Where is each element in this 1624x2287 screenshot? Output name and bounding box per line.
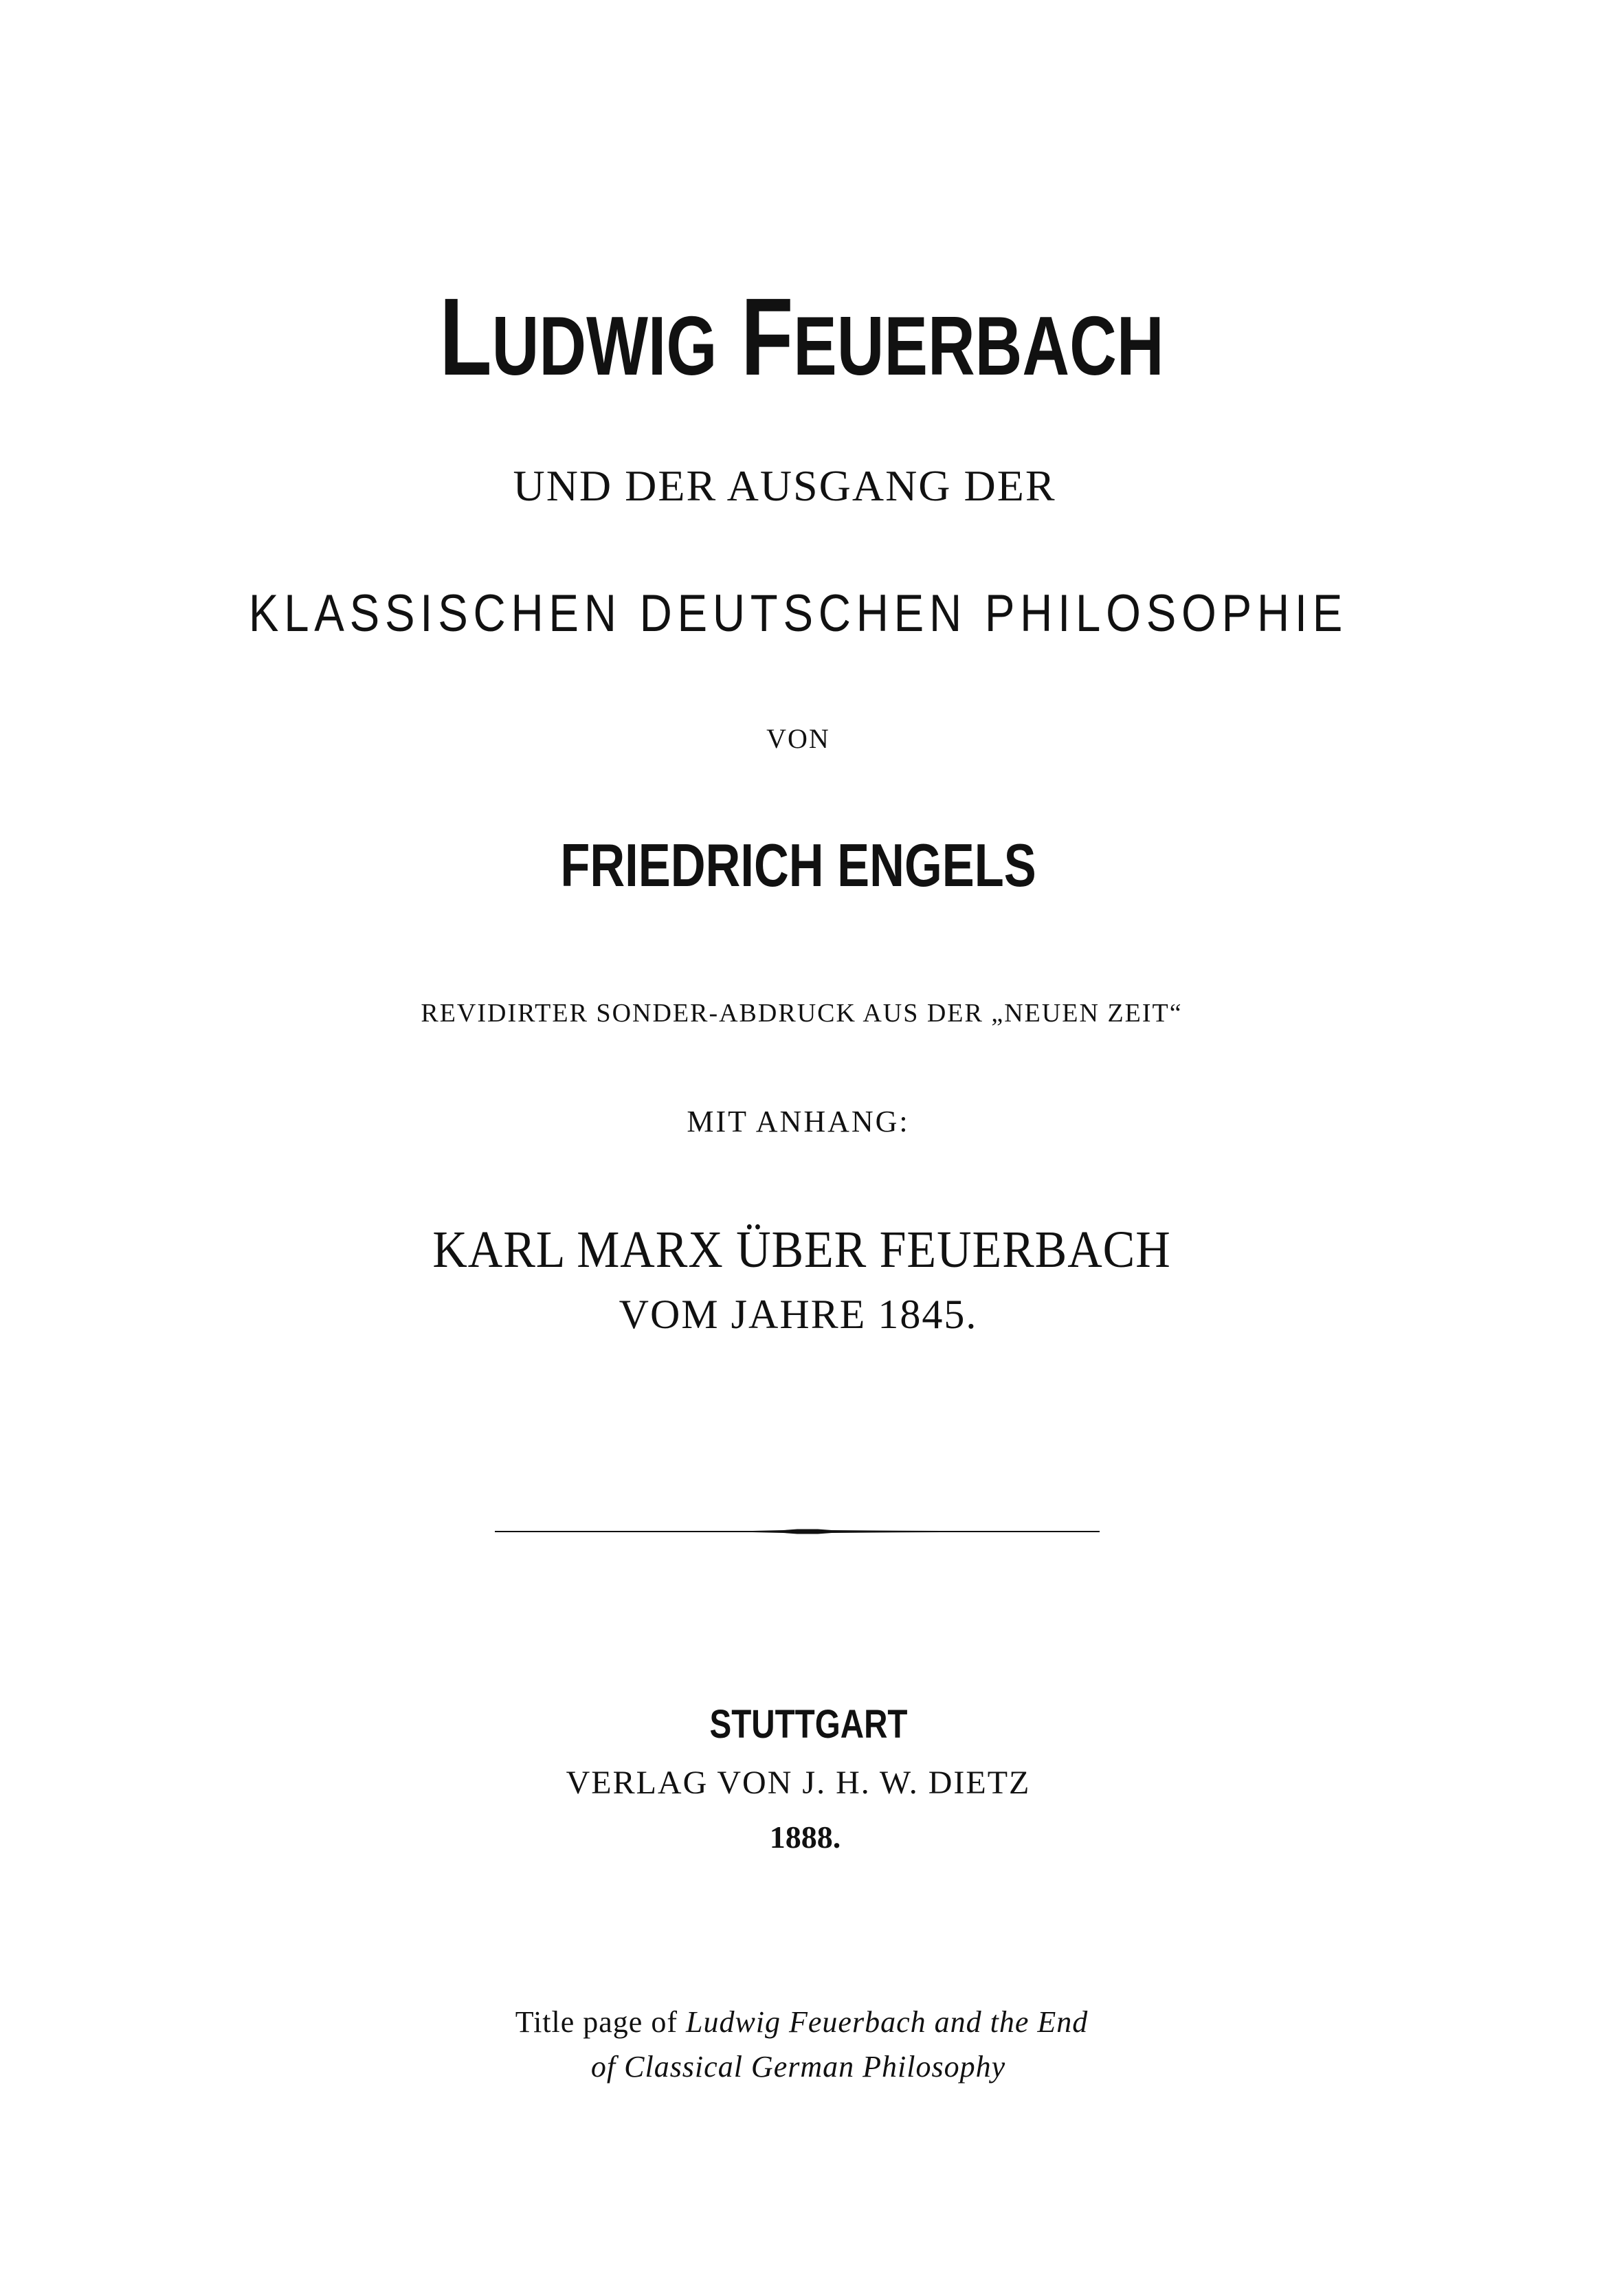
book-title bbox=[168, 275, 1435, 398]
imprint-year: 1888. bbox=[769, 1820, 841, 1855]
imprint-publisher: VERLAG VON J. H. W. DIETZ bbox=[566, 1765, 1031, 1801]
title-initial-2: F bbox=[741, 275, 794, 398]
subtitle-line-2: KLASSISCHEN DEUTSCHEN PHILOSOPHIE bbox=[248, 584, 1348, 643]
title-rest-1: UDWIG bbox=[491, 299, 718, 393]
author-name: FRIEDRICH ENGELS bbox=[560, 831, 1036, 899]
title-rest-2: EUERBACH bbox=[793, 299, 1164, 393]
title-initial-1: L bbox=[439, 275, 492, 398]
appendix-title-line-1: KARL MARX ÜBER FEUERBACH bbox=[432, 1221, 1171, 1279]
imprint-city: STUTTGART bbox=[709, 1702, 908, 1747]
by-label: VON bbox=[766, 723, 830, 754]
caption-line-2: of Classical German Philosophy bbox=[590, 2050, 1006, 2084]
ornamental-divider bbox=[495, 1527, 1100, 1536]
appendix-label: MIT ANHANG: bbox=[687, 1105, 910, 1138]
subtitle-line-1: UND DER AUSGANG DER bbox=[513, 461, 1056, 510]
reprint-note: REVIDIRTER SONDER-ABDRUCK AUS DER „NEUEN ZEIT“ bbox=[421, 999, 1183, 1028]
caption-italic-1: Ludwig Feuerbach and the End bbox=[685, 2005, 1089, 2039]
appendix-title-line-2: VOM JAHRE 1845. bbox=[619, 1292, 978, 1337]
caption-line-1 bbox=[0, 2007, 1614, 2037]
caption-prefix: Title page of bbox=[515, 2005, 686, 2039]
